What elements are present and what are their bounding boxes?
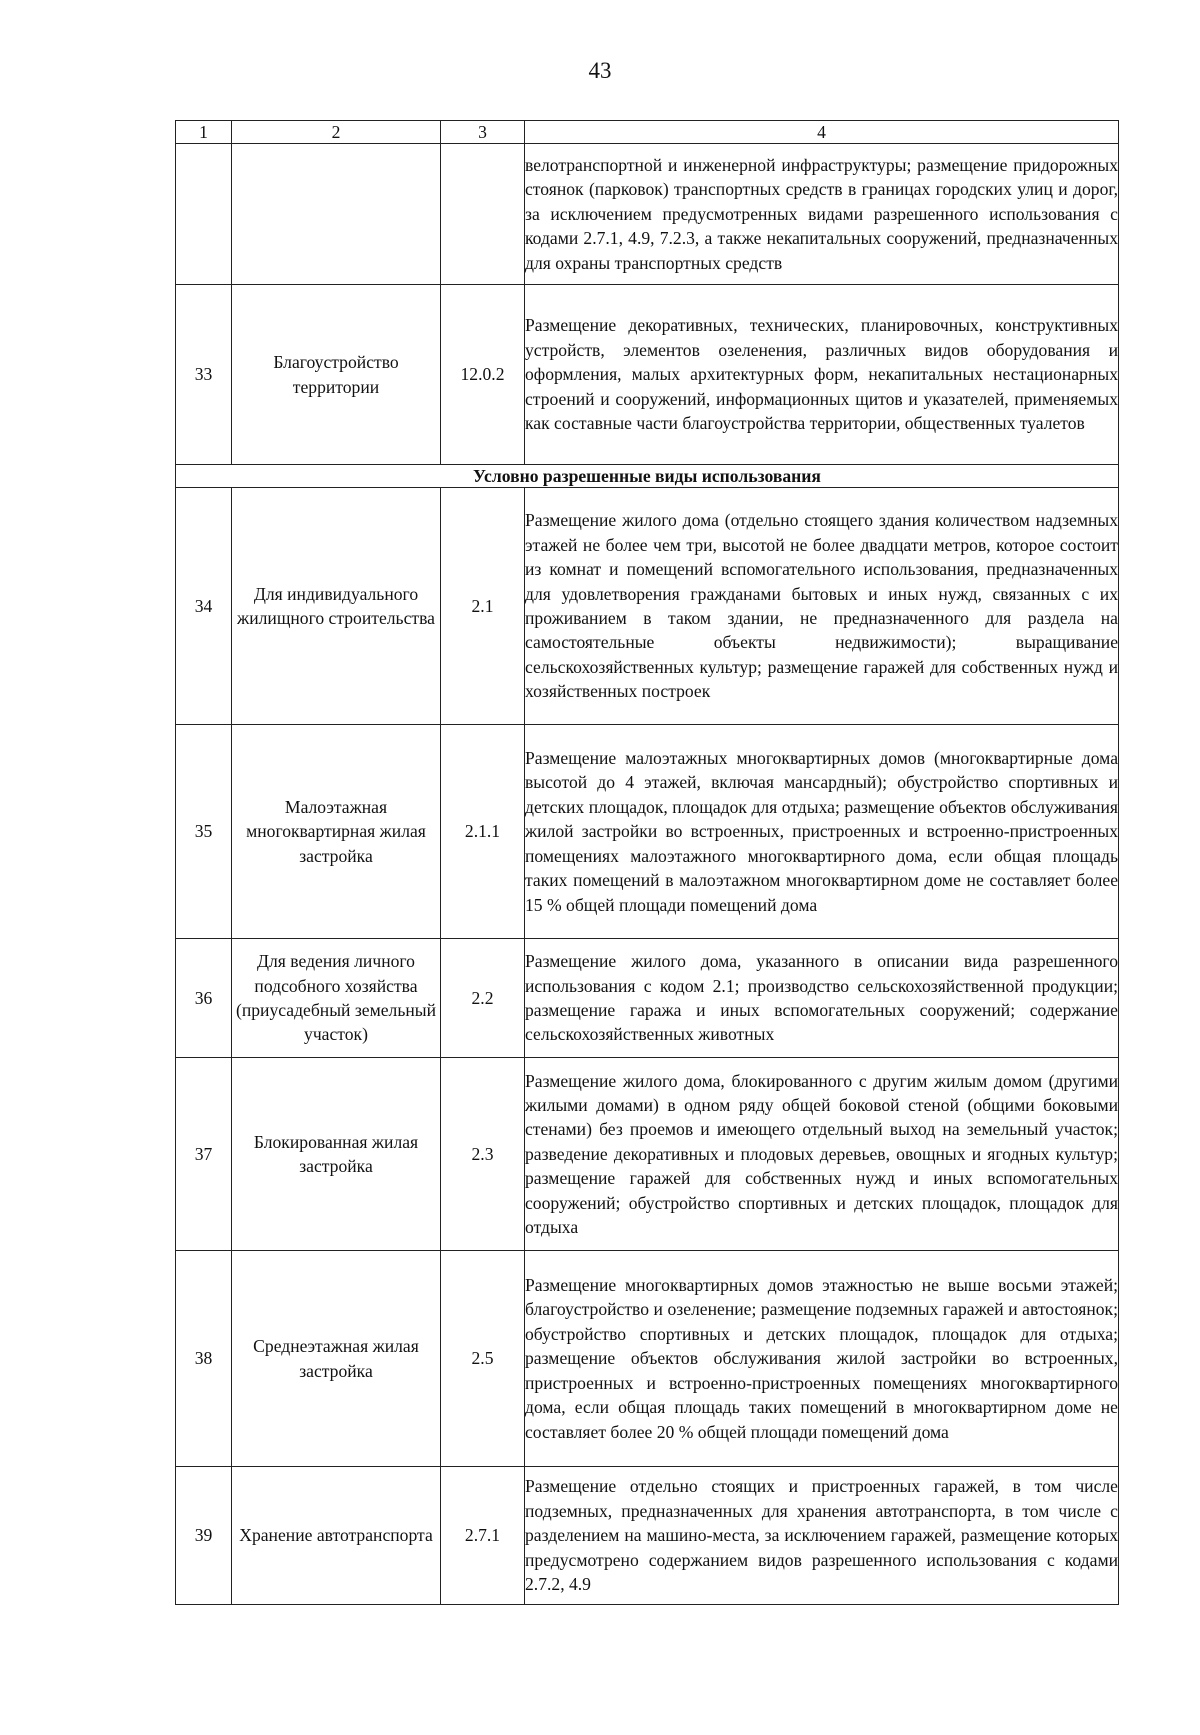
description-cell: Размещение жилого дома, блокированного с другим жилым домом (другими жилыми домами) в одном ряду общей боковой стеной (общими боковыми стенами) без проемов и имеющего отдельный выход на земельный участок; разведение декоративных и плодовых деревьев, овощных и ягодных культур; размещение гаражей для собственных нужд и иных вспомогательных сооружений; обустройство спортивных и детских площадок, площадок для отдыха	[525, 1058, 1119, 1251]
table-row	[176, 144, 1119, 285]
use-name-cell: Хранение автотранспорта	[232, 1467, 441, 1605]
table-row	[176, 1058, 1119, 1251]
land-use-table	[175, 120, 1119, 1605]
description-cell: Размещение декоративных, технических, планировочных, конструктивных устройств, элементов озеленения, различных видов оборудования и оформления, малых архитектурных форм, некапитальных нестационарных строений и сооружений, информационных щитов и указателей, применяемых как составные части благоустройства территории, общественных туалетов	[525, 285, 1119, 465]
column-header: 4	[525, 121, 1119, 144]
use-name-cell	[232, 144, 441, 285]
column-header: 1	[176, 121, 232, 144]
code-cell: 12.0.2	[441, 285, 525, 465]
code-cell: 2.2	[441, 939, 525, 1058]
row-number-cell: 33	[176, 285, 232, 465]
use-name-cell: Блокированная жилая застройка	[232, 1058, 441, 1251]
description-cell: Размещение многоквартирных домов этажностью не выше восьми этажей; благоустройство и озеленение; размещение подземных гаражей и автостоянок; обустройство спортивных и детских площадок, площадок для отдыха; размещение объектов обслуживания жилой застройки во встроенных, пристроенных и встроенно-пристроенных помещениях многоквартирного дома, если общая площадь таких помещений в многоквартирном доме не составляет более 20 % общей площади помещений дома	[525, 1251, 1119, 1467]
column-header: 2	[232, 121, 441, 144]
use-name-cell: Для индивидуального жилищного строительства	[232, 488, 441, 725]
use-name-cell: Малоэтажная многоквартирная жилая застройка	[232, 725, 441, 939]
code-cell	[441, 144, 525, 285]
description-cell: Размещение отдельно стоящих и пристроенных гаражей, в том числе подземных, предназначенных для хранения автотранспорта, в том числе с разделением на машино-места, за исключением гаражей, размещение которых предусмотрено содержанием видов разрешенного использования с кодами 2.7.2, 4.9	[525, 1467, 1119, 1605]
row-number-cell	[176, 144, 232, 285]
code-cell: 2.1	[441, 488, 525, 725]
row-number-cell: 34	[176, 488, 232, 725]
row-number-cell: 37	[176, 1058, 232, 1251]
row-number-cell: 38	[176, 1251, 232, 1467]
table-row	[176, 725, 1119, 939]
column-header: 3	[441, 121, 525, 144]
table-row	[176, 285, 1119, 465]
code-cell: 2.1.1	[441, 725, 525, 939]
table-header-row	[176, 121, 1119, 144]
code-cell: 2.7.1	[441, 1467, 525, 1605]
section-header-row	[176, 465, 1119, 488]
table-row	[176, 1467, 1119, 1605]
use-name-cell: Для ведения личного подсобного хозяйства (приусадебный земельный участок)	[232, 939, 441, 1058]
section-title: Условно разрешенные виды использования	[176, 465, 1119, 488]
description-cell: Размещение жилого дома (отдельно стоящего здания количеством надземных этажей не более чем три, высотой не более двадцати метров, которое состоит из комнат и помещений вспомогательного использования, предназначенных для удовлетворения гражданами бытовых и иных нужд, связанных с их проживанием в таком здании, не предназначенного для раздела на самостоятельные объекты недвижимости); выращивание сельскохозяйственных культур; размещение гаражей для собственных нужд и хозяйственных построек	[525, 488, 1119, 725]
use-name-cell: Среднеэтажная жилая застройка	[232, 1251, 441, 1467]
table-row	[176, 939, 1119, 1058]
code-cell: 2.5	[441, 1251, 525, 1467]
row-number-cell: 39	[176, 1467, 232, 1605]
table-row	[176, 488, 1119, 725]
description-cell: Размещение жилого дома, указанного в описании вида разрешенного использования с кодом 2.1; производство сельскохозяйственной продукции; размещение гаража и иных вспомогательных сооружений; содержание сельскохозяйственных животных	[525, 939, 1119, 1058]
table-row	[176, 1251, 1119, 1467]
row-number-cell: 35	[176, 725, 232, 939]
description-cell: велотранспортной и инженерной инфраструктуры; размещение придорожных стоянок (парковок) транспортных средств в границах городских улиц и дорог, за исключением предусмотренных видами разрешенного использования с кодами 2.7.1, 4.9, 7.2.3, а также некапитальных сооружений, предназначенных для охраны транспортных средств	[525, 144, 1119, 285]
page-number: 43	[588, 58, 612, 83]
row-number-cell: 36	[176, 939, 232, 1058]
description-cell: Размещение малоэтажных многоквартирных домов (многоквартирные дома высотой до 4 этажей, включая мансардный); обустройство спортивных и детских площадок, площадок для отдыха; размещение объектов обслуживания жилой застройки во встроенных, пристроенных и встроенно-пристроенных помещениях малоэтажного многоквартирного дома, если общая площадь таких помещений в малоэтажном многоквартирном доме не составляет более 15 % общей площади помещений дома	[525, 725, 1119, 939]
code-cell: 2.3	[441, 1058, 525, 1251]
use-name-cell: Благоустройство территории	[232, 285, 441, 465]
